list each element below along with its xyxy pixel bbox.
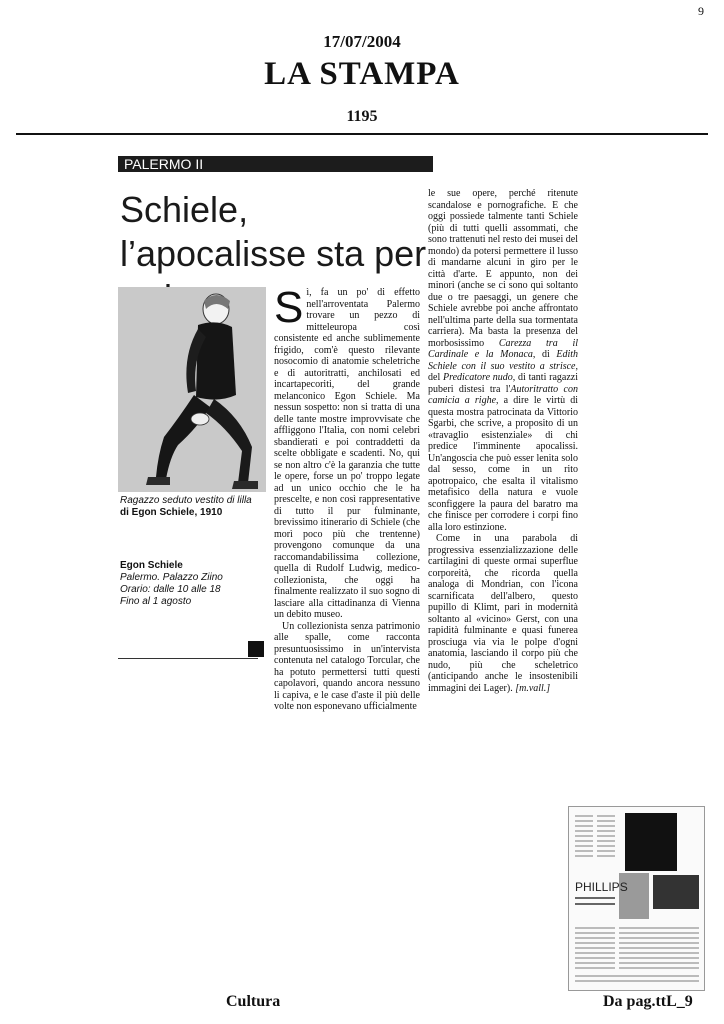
exhibition-until: Fino al 1 agosto [120,596,192,607]
page-thumbnail [568,806,705,991]
exhibition-info [120,560,270,608]
artwork-photo [118,287,266,492]
article-headline: Schiele, l’apocalisse sta per [120,189,427,274]
thumbnail-label: PHILLIPS [575,880,628,894]
page-number: 9 [698,4,704,18]
seated-figure-illustration [118,287,266,492]
paragraph-text: Come in una parabola di progressiva essenzializzazione delle cartilagini di queste ormai superflue corporeità, che ricorda quella analoga di Mondrian, con l'icona scarnificata dell'albero, questo pupillo di Klimt, pari in modernità soltanto al «vicino» Gerst, con una rapidità fulminante e quasi funerea prosciuga via via le polpe d'ogni anatomia, lasciando il corpo più che nudo, più che scheletrico (anticipando anche le insostenibili immagini dei Lager). [428,533,578,694]
caption-title: Ragazzo seduto vestito di lilla [120,495,252,506]
caption-author: di Egon Schiele, 1910 [120,507,223,518]
paragraph: Un collezionista senza patrimonio alle spalle, come racconta presuntuosissimo in un'intervista contenuta nel catalogo Torcular, che ha potuto permettersi tutti questi capolavori, quando ancora nessuno li capiva, e le case d'aste il più delle volte non esponevano ufficialmente [274,620,420,712]
paragraph [274,283,420,621]
drop-cap: S [274,283,304,332]
paragraph-text: , di [532,349,550,360]
issue-number: 1195 [346,108,378,125]
paragraph [428,188,578,533]
paragraph-text: le sue opere, perché ritenute scandalose e pornografiche. E che oggi possiede talmente tanti Schiele (più di tutti quelli assommati, che sono trattenuti nel resto dei musei del mondo) da potersi permettere il lusso di mandarne alcuni in giro per le città d'arte. E appunto, non dei minori (anche se ci sono qui soltanto due o tre paesaggi, un genere che Schiele avrebbe poi anche affrontato nell'ultima parte della sua tormentata carriera). Ma basta la presenza del morbosissimo [428,188,578,349]
exhibition-hours: Orario: dalle 10 alle 18 [120,584,221,595]
artwork-title: Edith Schiele con il suo vestito a strisce [428,349,579,372]
artwork-title: Autoritratto con camicia a righe [428,383,578,406]
article-column-1 [274,283,420,713]
footer-source: Da pag.ttL_9 [603,993,693,1010]
info-box-end-mark [248,641,264,657]
footer-section: Cultura [226,993,281,1010]
author-signature: [m.vall.] [515,682,551,694]
paragraph [428,533,578,694]
paragraph-text: , di tanti ragazzi puberi distesi tra l' [428,372,578,395]
photo-caption [120,495,270,519]
publication-date: 17/07/2004 [323,32,401,51]
thumbnail-preview [569,807,704,990]
artwork-title: Carezza tra il Cardinale e la Monaca [428,337,579,360]
paragraph-text: ì, fa un po' di effetto nell'arroventata Palermo trovare un pezzo di mitteleuropa così consistente ed anche sublimemente frigido, com'è questo rilevante nosocomio di anatomie scheletriche e di autoritratti, anchilosati ed incartapecoriti, del grande melanconico Egon Schiele. Ma nessun sospetto: non si tratta di una delle tante mostre improvvisate che affliggono l'Italia, con nomi celebri sbandierati e poi contraddetti da scelte obbligate e scadenti. No, qui se non altro c'è la garanzia che tutte le opere, forse un po' troppo legate ad un unico occhio che le ha prescelte, e non così rappresentative di tutto il pur fulminante, brevissimo itinerario di Schiele (che morì poco più che trentenne) provengono comunque da una raccomandabilissima collezione, quella di Rudolf Ludwig, medico-collezionista, che oggi ha finalmente realizzato il suo sogno di lasciare alla cittadinanza di Vienna un debito museo. [274,287,420,620]
newspaper-masthead: LA STAMPA [264,56,460,92]
article-column-2 [428,188,578,694]
artwork-title: Predicatore nudo [442,372,513,383]
paragraph-text: , del [428,360,578,383]
paragraph-text: , a dire le virtù di questa mostra patrocinata da Vittorio Sgarbi, che scrive, a proposito di un «travaglio esistenziale» di chi predice l'imminente apocalissi. Un'angoscia che può esser lenita solo dal sesso, come in un rito apotropaico, che esalta il vitalismo metafisico della natura e vuole sconfiggere la paura del baratro ma che finisce per corrodere i corpi fino alla loro estinzione. [428,395,578,533]
exhibition-name: Egon Schiele [120,560,183,571]
section-label: PALERMO II [124,156,204,172]
exhibition-place: Palermo. Palazzo Ziino [120,572,223,583]
info-box-rule [118,658,258,659]
header-divider [16,133,708,135]
